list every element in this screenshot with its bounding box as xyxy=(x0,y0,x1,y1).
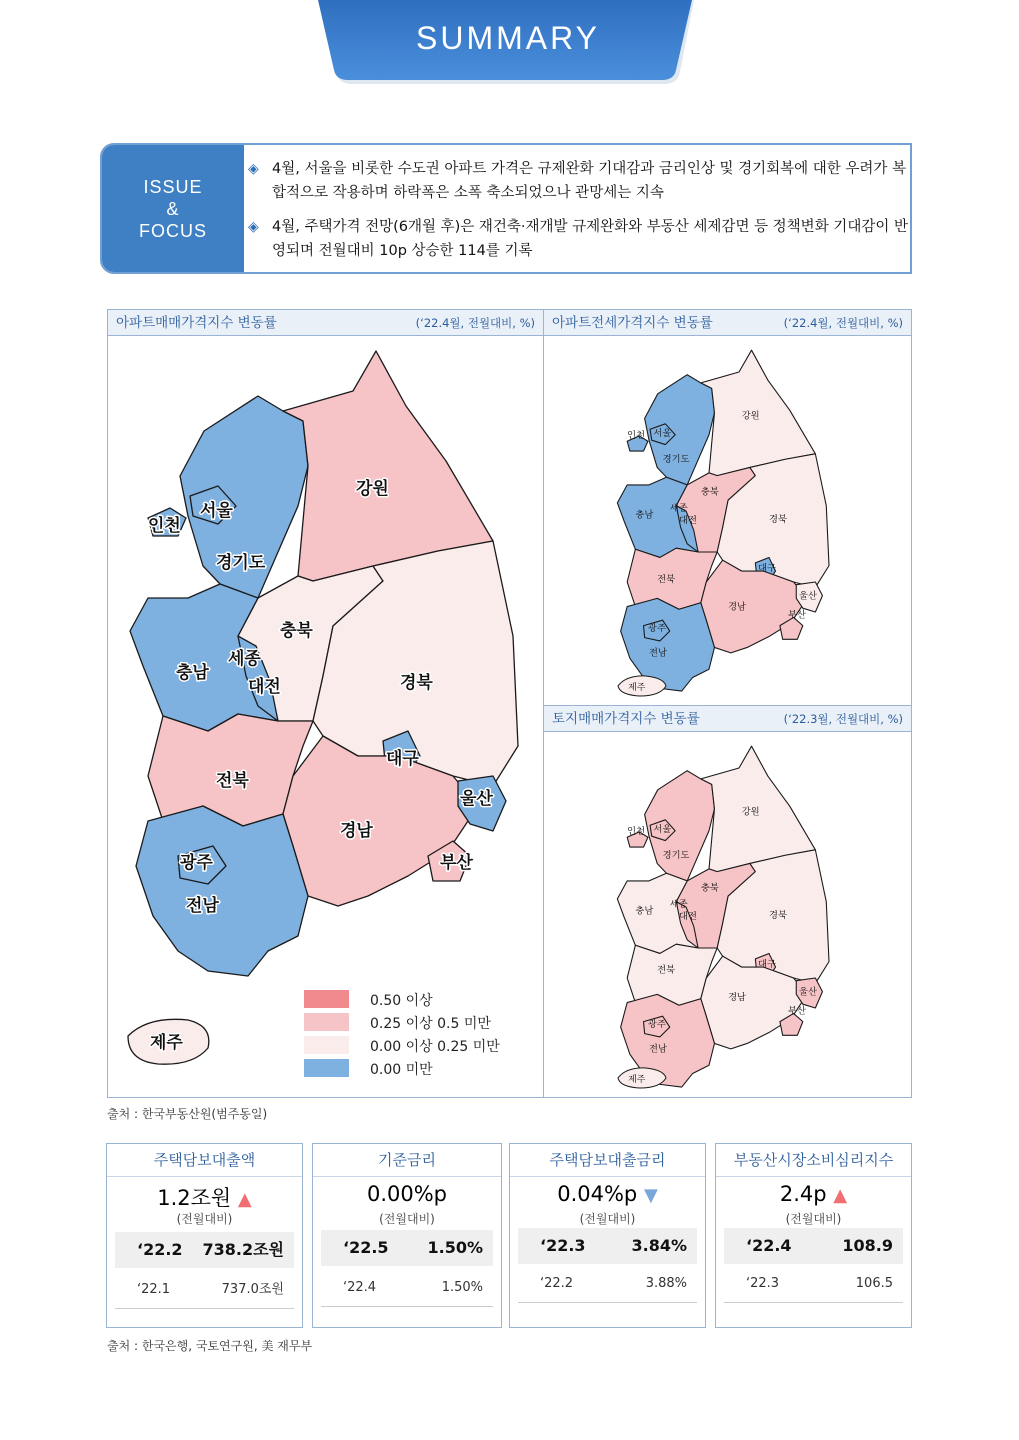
label-chungbuk: 충북 xyxy=(700,486,719,498)
label-ulsan: 울산 xyxy=(799,590,817,602)
legend-swatch-3 xyxy=(304,1036,349,1054)
card-row-current xyxy=(518,1228,697,1264)
label-ulsan: 울산 xyxy=(799,986,817,998)
label-sejong: 세종 xyxy=(669,899,688,911)
label-gwangju: 광주 xyxy=(180,853,213,873)
label-jeju: 제주 xyxy=(628,683,646,693)
row-value: 108.9 xyxy=(842,1236,893,1255)
land-map-unit: (‘22.3월, 전월대비, %) xyxy=(783,712,903,726)
land-map-panel xyxy=(543,705,912,1098)
header-tab xyxy=(318,0,698,84)
legend-label-2: 0.25 이상 0.5 미만 xyxy=(370,1016,491,1032)
card-row-current xyxy=(724,1228,903,1264)
source-note-1: 출처 : 한국부동산원(범주동일) xyxy=(107,1107,268,1121)
label-sejong: 세종 xyxy=(228,649,261,669)
jeonse-map-panel xyxy=(543,309,912,706)
card-subtitle: (전월대비) xyxy=(176,1212,233,1226)
land-map-title-bar xyxy=(544,706,911,732)
label-seoul: 서울 xyxy=(200,501,233,521)
label-daegu: 대구 xyxy=(758,563,776,575)
legend-label-4: 0.00 미만 xyxy=(370,1062,433,1078)
card-row-previous xyxy=(115,1272,294,1309)
row-period: ‘22.2 xyxy=(137,1240,183,1259)
card-value xyxy=(716,1182,911,1206)
card-subtitle: (전월대비) xyxy=(379,1212,435,1226)
card-value-text: 1.2조원 xyxy=(157,1186,232,1210)
label-gyeongnam: 경남 xyxy=(728,991,746,1003)
stat-card-base-rate xyxy=(312,1143,502,1328)
label-ulsan: 울산 xyxy=(460,789,493,809)
label-jeonnam: 전남 xyxy=(649,1043,667,1055)
label-jeonbuk: 전북 xyxy=(216,771,249,791)
label-gwangju: 광주 xyxy=(647,623,666,635)
row-value: 106.5 xyxy=(855,1276,893,1291)
issue-label-line1: ISSUE xyxy=(143,176,203,197)
label-sejong: 세종 xyxy=(669,503,688,515)
label-busan: 부산 xyxy=(788,1005,806,1017)
land-korea-map xyxy=(604,738,844,1098)
land-jeju-map xyxy=(614,1064,674,1092)
card-value-text: 0.04%p xyxy=(557,1182,638,1206)
label-gyeongnam: 경남 xyxy=(728,601,746,613)
card-value xyxy=(510,1182,705,1206)
jeonse-korea-map xyxy=(604,342,844,702)
legend-label-3: 0.00 이상 0.25 미만 xyxy=(370,1039,500,1055)
legend-swatch-1 xyxy=(304,990,349,1008)
card-title: 주택담보대출금리 xyxy=(510,1144,705,1177)
label-daegu: 대구 xyxy=(386,749,419,769)
card-title: 부동산시장소비심리지수 xyxy=(716,1144,911,1177)
label-incheon: 인천 xyxy=(627,826,646,837)
sale-map-title: 아파트매매가격지수 변동률 xyxy=(116,315,277,331)
row-value: 738.2조원 xyxy=(202,1240,284,1259)
row-period: ‘22.5 xyxy=(343,1238,389,1257)
row-value: 3.88% xyxy=(645,1276,687,1291)
row-period: ‘22.3 xyxy=(540,1236,586,1255)
triangle-up-icon: ▲ xyxy=(833,1185,848,1206)
triangle-up-icon: ▲ xyxy=(237,1189,252,1210)
card-row-previous xyxy=(518,1266,697,1303)
label-gwangju: 광주 xyxy=(647,1019,666,1031)
label-jeonbuk: 전북 xyxy=(657,964,676,976)
label-gyeonggi: 경기도 xyxy=(662,454,690,465)
source-note-2: 출처 : 한국은행, 국토연구원, 美 재무부 xyxy=(107,1339,313,1353)
row-value: 3.84% xyxy=(631,1236,687,1255)
row-period: ‘22.4 xyxy=(746,1236,792,1255)
card-subtitle: (전월대비) xyxy=(579,1212,636,1226)
issue-focus-label xyxy=(102,145,244,272)
label-incheon: 인천 xyxy=(627,430,646,441)
label-busan: 부산 xyxy=(440,853,473,873)
label-gyeongbuk: 경북 xyxy=(769,514,787,525)
sale-map-unit: (‘22.4월, 전월대비, %) xyxy=(415,316,535,330)
label-gangwon: 강원 xyxy=(741,806,760,818)
stat-card-mortgage-amount xyxy=(106,1143,303,1328)
jeonse-map-unit: (‘22.4월, 전월대비, %) xyxy=(783,316,903,330)
stat-card-mortgage-rate xyxy=(509,1143,706,1328)
jeonse-map-title: 아파트전세가격지수 변동률 xyxy=(552,315,713,331)
label-chungbuk: 충북 xyxy=(700,882,719,894)
row-period: ‘22.2 xyxy=(540,1276,574,1291)
diamond-bullet-icon: ◈ xyxy=(248,219,259,235)
jeonse-map-title-bar xyxy=(544,310,911,336)
row-value: 737.0조원 xyxy=(221,1282,284,1297)
row-period: ‘22.3 xyxy=(746,1276,780,1291)
card-row-current xyxy=(115,1232,294,1268)
label-jeonbuk: 전북 xyxy=(657,574,676,585)
sale-map-panel xyxy=(107,309,544,1098)
triangle-down-icon: ▼ xyxy=(643,1185,658,1206)
issue-bullet-2 xyxy=(248,215,912,263)
card-row-previous xyxy=(321,1270,493,1307)
label-jeonnam: 전남 xyxy=(186,896,219,916)
card-value xyxy=(313,1182,501,1206)
label-jeonnam: 전남 xyxy=(649,647,667,659)
issue-label-line2: & xyxy=(166,198,180,219)
issue-focus-box xyxy=(100,143,912,274)
label-incheon: 인천 xyxy=(148,516,181,536)
page-title: SUMMARY xyxy=(416,20,600,56)
legend-label-1: 0.50 이상 xyxy=(370,993,433,1009)
legend-swatch-4 xyxy=(304,1059,349,1077)
sale-korea-map xyxy=(108,336,543,1096)
land-map-title: 토지매매가격지수 변동률 xyxy=(552,711,700,727)
label-daejeon: 대전 xyxy=(679,911,697,923)
row-period: ‘22.1 xyxy=(137,1282,171,1297)
label-chungnam: 충남 xyxy=(635,905,654,917)
label-daegu: 대구 xyxy=(758,959,776,971)
map-legend xyxy=(304,988,534,1088)
card-title: 기준금리 xyxy=(313,1144,501,1177)
jeonse-jeju-map xyxy=(614,672,674,700)
label-gyeongnam: 경남 xyxy=(340,821,373,841)
stat-card-sentiment-index xyxy=(715,1143,912,1328)
label-seoul: 서울 xyxy=(653,427,672,439)
region-jeonnam xyxy=(136,806,308,976)
label-jeju: 제주 xyxy=(628,1075,646,1085)
label-daejeon: 대전 xyxy=(679,515,697,527)
issue-bullet-text: 4월, 주택가격 전망(6개월 후)은 재건축·재개발 규제완화와 부동산 세제감면 등 정책변화 기대감이 반영되며 전월대비 10p 상승한 114를 기록 xyxy=(272,219,908,259)
card-row-current xyxy=(321,1230,493,1266)
card-value-text: 0.00%p xyxy=(366,1182,448,1206)
label-gyeonggi: 경기도 xyxy=(216,553,266,573)
label-jeju: 제주 xyxy=(150,1033,183,1053)
label-chungbuk: 충북 xyxy=(280,621,313,641)
issue-label-line3: FOCUS xyxy=(139,220,207,241)
label-gyeonggi: 경기도 xyxy=(662,850,690,861)
label-daejeon: 대전 xyxy=(248,677,281,697)
label-gyeongbuk: 경북 xyxy=(400,673,433,693)
row-value: 1.50% xyxy=(441,1280,483,1295)
label-chungnam: 충남 xyxy=(635,509,654,521)
label-gangwon: 강원 xyxy=(741,410,760,422)
card-value-text: 2.4p xyxy=(779,1182,827,1206)
label-chungnam: 충남 xyxy=(176,663,209,683)
row-value: 1.50% xyxy=(427,1238,483,1257)
label-busan: 부산 xyxy=(788,609,806,621)
issue-bullet-text: 4월, 서울을 비롯한 수도권 아파트 가격은 규제완화 기대감과 금리인상 및 경기회복에 대한 우려가 복합적으로 작용하며 하락폭은 소폭 축소되었으나 관망세는 지속 xyxy=(272,161,907,201)
issue-bullet-1 xyxy=(248,157,912,205)
card-row-previous xyxy=(724,1266,903,1303)
sale-map-title-bar xyxy=(108,310,543,336)
card-title: 주택담보대출액 xyxy=(107,1144,302,1177)
label-gangwon: 강원 xyxy=(356,479,389,499)
label-seoul: 서울 xyxy=(653,823,672,835)
card-value xyxy=(107,1182,302,1212)
diamond-bullet-icon: ◈ xyxy=(248,161,259,177)
label-gyeongbuk: 경북 xyxy=(769,910,787,921)
row-period: ‘22.4 xyxy=(343,1280,377,1295)
legend-swatch-2 xyxy=(304,1013,349,1031)
card-subtitle: (전월대비) xyxy=(785,1212,842,1226)
